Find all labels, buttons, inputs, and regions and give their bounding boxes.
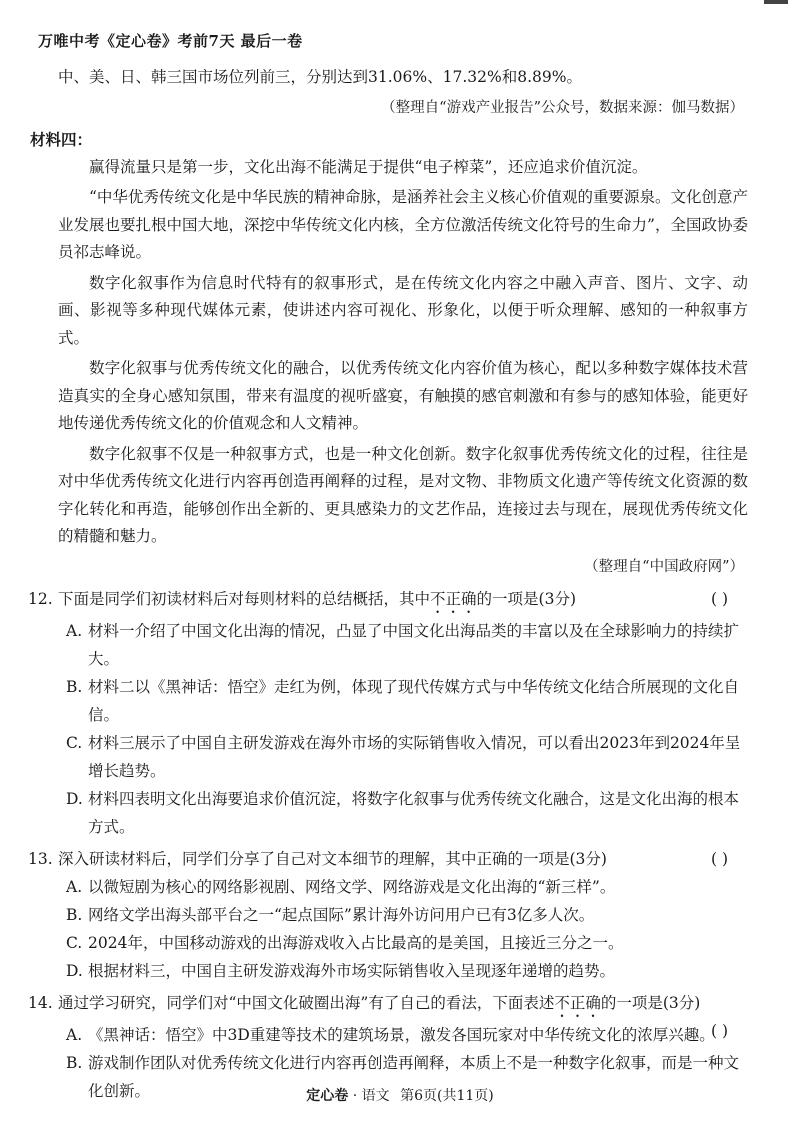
option-c: C. 2024年，中国移动游戏的出海游戏收入占比最高的是美国，且接近三分之一。 (66, 933, 624, 952)
option-c: C. 材料三展示了中国自主研发游戏在海外市场的实际销售收入情况，可以看出2023年到2024年呈增长趋势。 (66, 733, 741, 780)
answer-blank[interactable]: ( ) (710, 1021, 728, 1040)
material4-paragraph: “中华优秀传统文化是中华民族的精神命脉，是涵养社会主义核心价值观的重要源泉。文化创意产业发展也要扎根中国大地，深挖中华传统文化内核，全方位激活传统文化符号的生命力”，全国政协委员祁志峰说。 (58, 188, 748, 261)
material4-paragraph: 数字化叙事不仅是一种叙事方式，也是一种文化创新。数字化叙事优秀传统文化的过程，往往是对中华优秀传统文化进行内容再创造再阐释的过程，是对文物、非物质文化遗产等传统文化资源的数字化转化和再造，能够创作出全新的、更具感染力的文艺作品，连接过去与现在，展现优秀传统文化的精髓和魅力。 (58, 444, 748, 545)
question-stem: 深入研读材料后，同学们分享了自己对文本细节的理解，其中正确的一项是(3分) (58, 849, 607, 868)
option-d: D. 根据材料三，中国自主研发游戏海外市场实际销售收入呈现逐年递增的趋势。 (66, 961, 616, 980)
option-d: D. 材料四表明文化出海要追求价值沉淀，将数字化叙事与优秀传统文化融合，这是文化出海的根本方式。 (66, 789, 740, 836)
material4-paragraph: 赢得流量只是第一步，文化出海不能满足于提供“电子榨菜”，还应追求价值沉淀。 (89, 157, 648, 176)
option-a: A. 《黑神话：悟空》中3D重建等技术的建筑场景，激发各国玩家对中华传统文化的浓厚兴趣。 (66, 1025, 715, 1044)
material4-paragraph: 数字化叙事作为信息时代特有的叙事形式，是在传统文化内容之中融入声音、图片、文字、动画、影视等多种现代媒体元素，使讲述内容可视化、形象化，以便于听众理解、感知的一种叙事方式。 (58, 273, 748, 347)
option-a: A. 以微短剧为核心的网络影视剧、网络文学、网络游戏是文化出海的“新三样”。 (66, 877, 616, 896)
question-number: 12. (28, 589, 53, 608)
page-edge-mark (764, 0, 788, 4)
option-b: B. 网络文学出海头部平台之一“起点国际”累计海外访问用户已有3亿多人次。 (66, 905, 595, 924)
footer-brand: 定心卷 (306, 1088, 349, 1104)
question-13 (30, 845, 748, 873)
question-stem: 下面是同学们初读材料后对每则材料的总结概括，其中不正确的一项是(3分) (58, 589, 576, 608)
question-number: 14. (28, 993, 53, 1012)
emphasized-text: 不正确 (430, 589, 477, 608)
answer-blank[interactable]: ( ) (710, 849, 728, 868)
footer-subject: 语文 (361, 1088, 390, 1104)
question-12 (30, 585, 748, 617)
option-b: B. 材料二以《黑神话：悟空》走红为例，体现了现代传媒方式与中华传统文化结合所展现的文化自信。 (66, 677, 740, 724)
question-number: 13. (28, 849, 53, 868)
footer-separator: · (352, 1088, 362, 1104)
material4-source: （整理自“中国政府网”） (584, 558, 744, 575)
material3-source: （整理自“游戏产业报告”公众号，数据来源：伽马数据） (381, 99, 744, 116)
answer-blank[interactable]: ( ) (710, 589, 728, 608)
footer-page: 第6页(共11页) (400, 1088, 494, 1104)
page-header: 万唯中考《定心卷》考前7天 最后一卷 (38, 32, 303, 50)
question-stem: 通过学习研究，同学们对“中国文化破圈出海”有了自己的看法，下面表述不正确的一项是(3分) (58, 993, 701, 1012)
page-footer (0, 1085, 800, 1105)
option-b: B. 游戏制作团队对优秀传统文化进行内容再创造再阐释，本质上不是一种数字化叙事，而是一种文化创新。 (66, 1053, 740, 1100)
material3-tail-line: 中、美、日、韩三国市场位列前三，分别达到31.06%、17.32%和8.89%。 (58, 68, 582, 86)
option-a: A. 材料一介绍了中国文化出海的情况，凸显了中国文化出海品类的丰富以及在全球影响力的持续扩大。 (66, 621, 740, 668)
main-content (28, 64, 748, 1105)
material4-paragraph: 数字化叙事与优秀传统文化的融合，以优秀传统文化内容价值为核心，配以多种数字媒体技术营造真实的全身心感知氛围，带来有温度的视听盛宴，有触摸的感官刺激和有参与的感知体验，能更好地传递优秀传统文化的价值观念和人文精神。 (58, 359, 748, 432)
emphasized-text: 不正确 (554, 993, 601, 1012)
material4-heading: 材料四： (30, 129, 93, 149)
